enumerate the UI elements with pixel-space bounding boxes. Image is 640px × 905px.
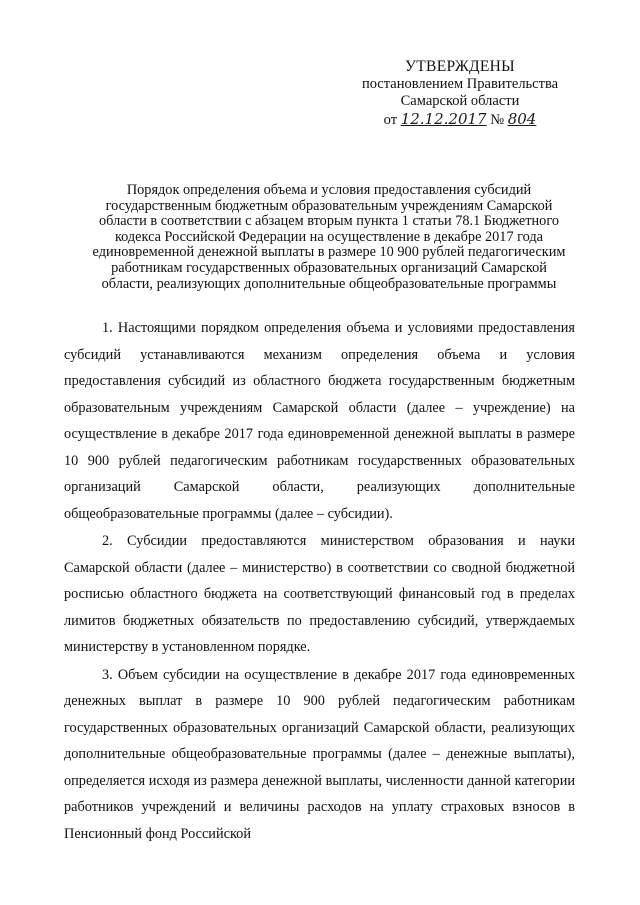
number-prefix: №	[490, 111, 505, 128]
date-prefix: от	[383, 111, 398, 128]
paragraph-2: 2. Субсидии предоставляются министерством образования и науки Самарской области (далее – министерство) в соответствии со сводной бюджетной росписью областного бюджета на соответствующий финансовый год в пределах лимитов бюджетных обязательств по предоставлению субсидий, утверждаемых министерству в установленном порядке.	[64, 533, 575, 655]
paragraph-3: 3. Объем субсидии на осуществление в декабре 2017 года единовременных денежных выплат в размере 10 900 рублей педагогическим работникам государственных образовательных организаций Самарской области, реализующих дополнительные общеобразовательные программы (далее – денежные выплаты), определяется исходя из размера денежной выплаты, численности данной категории работников учреждений и величины расходов на уплату страховых взносов в Пенсионный фонд Российской	[64, 666, 575, 842]
approval-dateline	[350, 111, 570, 130]
handwritten-date: 12.12.2017	[400, 109, 487, 128]
approval-line-1: постановлением Правительства	[361, 75, 559, 92]
approval-block	[350, 58, 570, 129]
document-body	[64, 315, 575, 847]
document-title: Порядок определения объема и условия предоставления субсидий государственным бюджетным образовательным учреждениям Самарской области в соответствии с абзацем вторым пункта 1 статьи 78.1 Бюджетного кодекса Российской Федерации на осуществление в декабре 2017 года единовременной денежной выплаты в размере 10 900 рублей педагогическим работникам государственных образовательных организаций Самарской области, реализующих дополнительные общеобразовательные программы	[92, 182, 566, 292]
approval-line-2: Самарской области	[400, 93, 520, 109]
paragraph-1: 1. Настоящими порядком определения объема и условиями предоставления субсидий устанавливаются механизм определения объема и условия предоставления субсидий из областного бюджета государственным бюджетным образовательным учреждениям Самарской области (далее – учреждение) на осуществление в декабре 2017 года единовременной денежной выплаты в размере 10 900 рублей педагогическим работникам государственных образовательных организаций Самарской области, реализующих дополнительные общеобразовательные программы (далее – субсидии).	[64, 320, 575, 522]
approval-heading: УТВЕРЖДЕНЫ	[405, 58, 515, 75]
handwritten-number: 804	[507, 109, 537, 128]
